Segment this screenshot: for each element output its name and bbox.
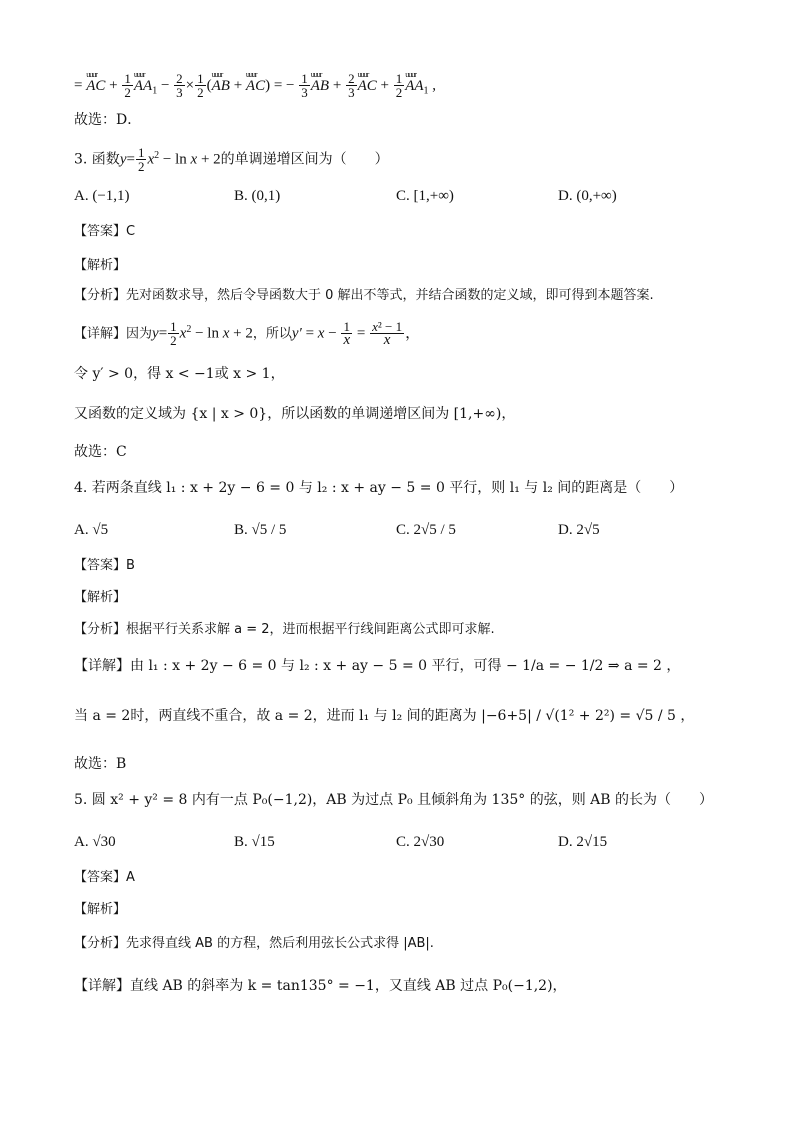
q3-stem-suffix: 的单调递增区间为（ ） bbox=[220, 151, 389, 168]
q5-option-c: C. 2√30 bbox=[396, 834, 445, 850]
vector-expression-line: = uuur AC + $\frac{1}{2}$ uuur $AA_1$ − $\frac{2}{3}$ × $\frac{1}{2}$ (uuur AB + uuur AC) = − $\frac{1}{3}$ uuur AB + $\frac{2}{3}$ uuur AC + $\frac{1}{2}$ uuur $AA_1$ , bbox=[74, 72, 436, 101]
q4-line2: 当 a = 2时，两直线不重合，故 a = 2，进而 l₁ 与 l₂ 间的距离为 |−6+5| / √(1² + 2²) = √5 / 5 ， bbox=[74, 708, 695, 724]
q4-fenxi: 【分析】根据平行关系求解 a = 2，进而根据平行线间距离公式即可求解. bbox=[74, 622, 495, 637]
q3-xiangjie-mid: ，所以 bbox=[252, 326, 292, 342]
q5-option-d: D. 2√15 bbox=[558, 834, 608, 850]
q4-option-a: A. √5 bbox=[74, 522, 109, 538]
q5-xiangjie: 【详解】直线 AB 的斜率为 k = tan135° = −1，又直线 AB 过点 P₀(−1,2)， bbox=[74, 978, 567, 994]
q5-option-b: B. √15 bbox=[234, 834, 275, 850]
q5-stem: 5. 圆 x² + y² = 8 内有一点 P₀(−1,2)，AB 为过点 P₀ 且倾斜角为 135° 的弦，则 AB 的长为（ ） bbox=[74, 792, 714, 808]
q3-stem: 3. 函数y= $\frac{1}{2}$ $x^2 - \ln x + 2$的单调递增区间为（ ） bbox=[74, 145, 389, 175]
q4-option-b: B. √5 / 5 bbox=[234, 522, 287, 538]
q3-fenxi: 【分析】先对函数求导，然后令导函数大于 0 解出不等式，并结合函数的定义域，即可得到本题答案. bbox=[74, 288, 654, 303]
q5-option-a: A. √30 bbox=[74, 834, 116, 850]
q4-answer: 【答案】B bbox=[74, 558, 135, 573]
q4-option-d: D. 2√5 bbox=[558, 522, 600, 538]
q5-answer: 【答案】A bbox=[74, 870, 135, 885]
q3-option-d: D. (0,+∞) bbox=[558, 188, 617, 204]
q3-analysis-tag: 【解析】 bbox=[74, 258, 127, 273]
q4-option-c: C. 2√5 / 5 bbox=[396, 522, 456, 538]
q3-line3: 又函数的定义域为 {x | x > 0}，所以函数的单调递增区间为 [1,+∞)， bbox=[74, 406, 516, 422]
q3-option-c: C. [1,+∞) bbox=[396, 188, 454, 204]
q5-fenxi: 【分析】先求得直线 AB 的方程，然后利用弦长公式求得 |AB|. bbox=[74, 936, 434, 951]
select-d-line: 故选：D． bbox=[74, 112, 142, 128]
q3-xiangjie: 【详解】因为y= $\frac{1}{2}$ $x^2 - \ln x + 2$，所以y′ = x − $\frac{1}{x}$ = $\frac{\text{x² − 1}}{x}$ ， bbox=[74, 319, 421, 349]
q5-analysis-tag: 【解析】 bbox=[74, 902, 127, 917]
q3-answer: 【答案】C bbox=[74, 224, 136, 239]
q3-xiangjie-prefix: 【详解】因为 bbox=[74, 326, 153, 342]
q4-stem: 4. 若两条直线 l₁ : x + 2y − 6 = 0 与 l₂ : x + ay − 5 = 0 平行，则 l₁ 与 l₂ 间的距离是（ ） bbox=[74, 480, 684, 496]
q3-line2: 令 y′ > 0，得 x < −1或 x > 1， bbox=[74, 366, 285, 382]
q4-xiangjie: 【详解】由 l₁ : x + 2y − 6 = 0 与 l₂ : x + ay − 5 = 0 平行，可得 − 1/a = − 1/2 ⇒ a = 2 ， bbox=[74, 658, 681, 674]
q3-select: 故选：C bbox=[74, 444, 127, 460]
q3-option-a: A. (−1,1) bbox=[74, 188, 130, 204]
q4-select: 故选：B bbox=[74, 756, 127, 772]
q3-stem-prefix: 3. 函数 bbox=[74, 151, 120, 168]
q3-option-b: B. (0,1) bbox=[234, 188, 281, 204]
q4-analysis-tag: 【解析】 bbox=[74, 590, 127, 605]
